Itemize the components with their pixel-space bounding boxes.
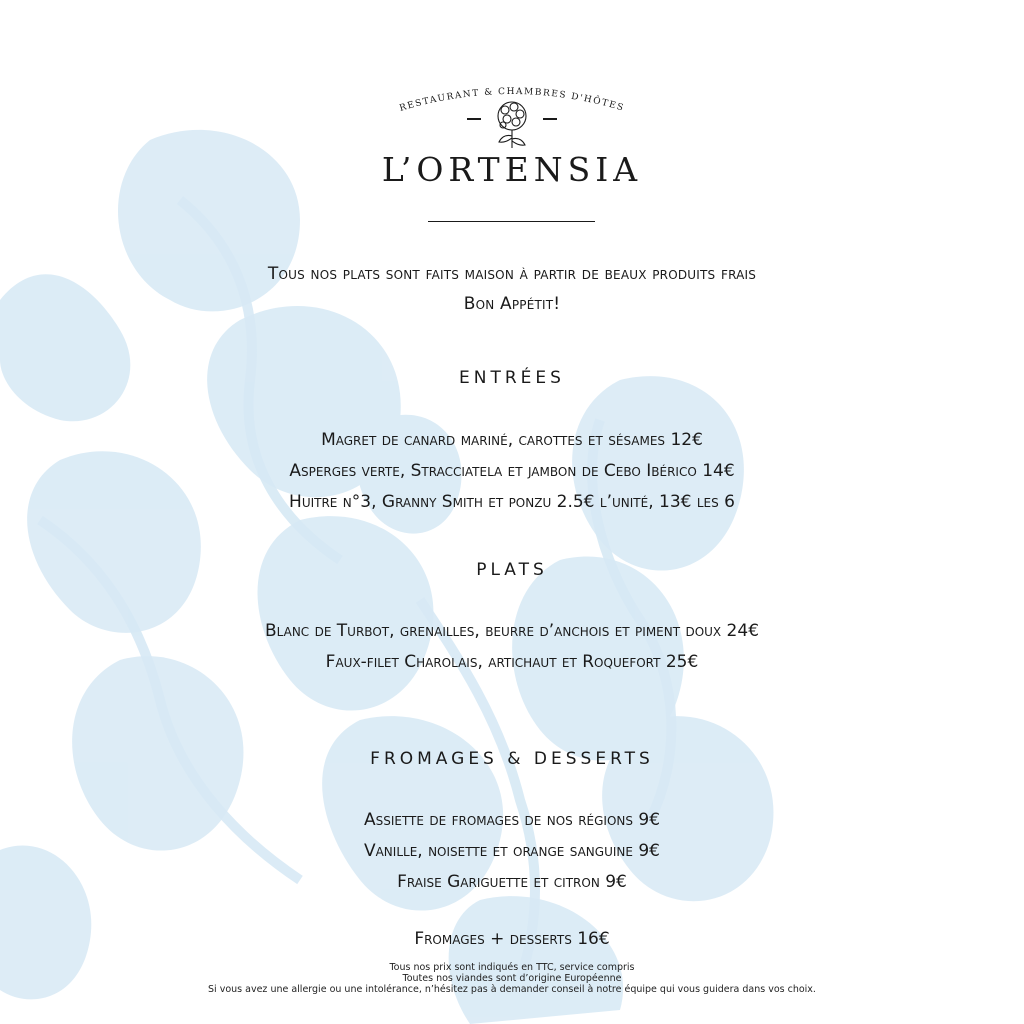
menu-item: Faux-filet Charolais, artichaut et Roquefort 25€ bbox=[325, 652, 699, 672]
footnote-allergies: Si vous avez une allergie ou une intolérance, n’hésitez pas à demander conseil à notre équipe qui vous guidera dans vos choix. bbox=[208, 984, 816, 995]
restaurant-name: L’ORTENSIA bbox=[381, 150, 643, 189]
menu-item: Vanille, noisette et orange sanguine 9€ bbox=[363, 841, 661, 861]
intro-line-1: Tous nos plats sont faits maison à partir de beaux produits frais bbox=[267, 264, 757, 284]
section-title-plats: PLATS bbox=[476, 560, 548, 580]
section-title-desserts: FROMAGES & DESSERTS bbox=[370, 749, 654, 769]
hydrangea-flower-icon bbox=[489, 98, 535, 150]
desserts-list bbox=[0, 805, 1024, 898]
logo-divider bbox=[428, 221, 595, 222]
menu-item: Asperges verte, Stracciatela et jambon de Cebo Ibérico 14€ bbox=[289, 461, 735, 481]
intro-text bbox=[0, 259, 1024, 319]
logo-dash-left bbox=[467, 118, 481, 120]
combo-offer: Fromages + desserts 16€ bbox=[414, 929, 610, 949]
menu-item: Magret de canard mariné, carottes et sésames 12€ bbox=[321, 430, 703, 450]
menu-item: Blanc de Turbot, grenailles, beurre d’anchois et piment doux 24€ bbox=[264, 621, 760, 641]
logo-dash-right bbox=[543, 118, 557, 120]
footnotes bbox=[0, 962, 1024, 995]
footnote-meat-origin: Toutes nos viandes sont d’origine Européenne bbox=[402, 973, 622, 984]
section-title-entrees: ENTRÉES bbox=[459, 368, 565, 388]
plats-list bbox=[0, 616, 1024, 678]
svg-text:RESTAURANT & CHAMBRES D'HÔTES: RESTAURANT & CHAMBRES D'HÔTES bbox=[398, 86, 626, 114]
entrees-list bbox=[0, 425, 1024, 518]
intro-line-2: Bon Appétit! bbox=[463, 294, 561, 314]
footnote-prices: Tous nos prix sont indiqués en TTC, service compris bbox=[389, 962, 635, 973]
menu-item: Fraise Gariguette et citron 9€ bbox=[397, 872, 627, 892]
menu-item: Huitre n°3, Granny Smith et ponzu 2.5€ l’unité, 13€ les 6 bbox=[289, 492, 735, 512]
menu-item: Assiette de fromages de nos régions 9€ bbox=[363, 810, 661, 830]
